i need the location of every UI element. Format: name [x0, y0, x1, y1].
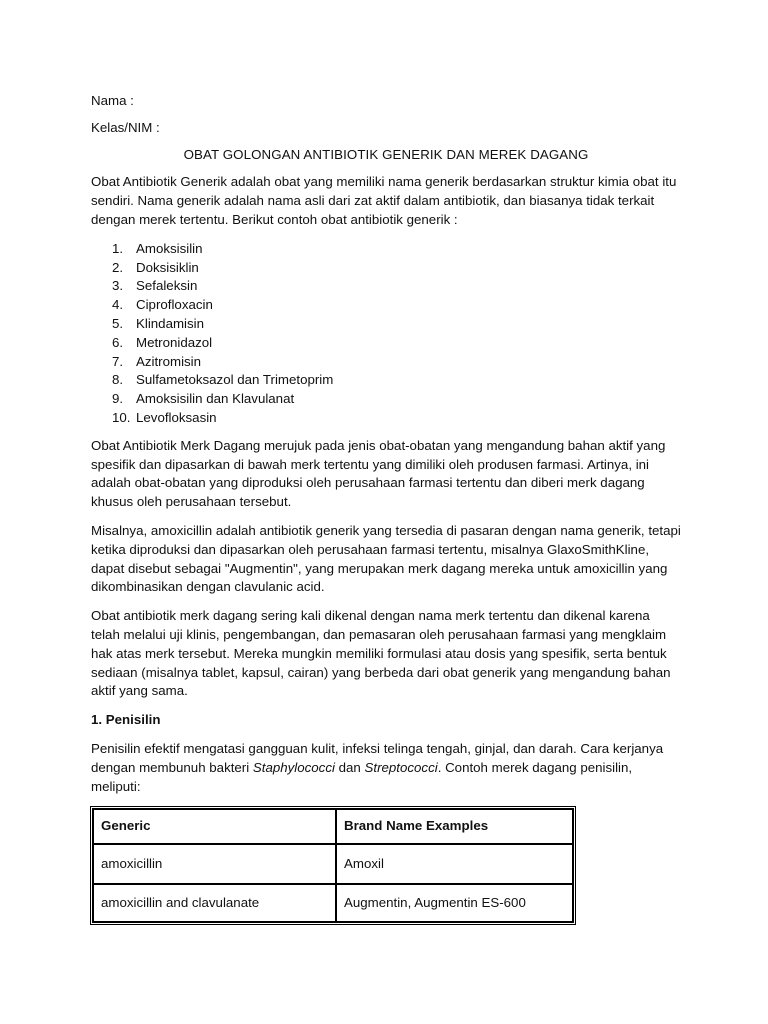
list-number: 4.	[112, 297, 124, 313]
list-number: 5.	[112, 315, 124, 331]
list-item	[91, 353, 681, 372]
table-row	[93, 884, 573, 922]
list-number: 9.	[112, 391, 124, 407]
generic-antibiotic-list	[91, 240, 681, 428]
list-item-text: Doksisiklin	[136, 259, 199, 275]
table-cell-brand: Amoxil	[336, 844, 573, 884]
staphylococci-italic: Staphylococci	[252, 759, 335, 775]
list-item-text: Azitromisin	[136, 353, 202, 369]
intro-paragraph: Obat Antibiotik Generik adalah obat yang memiliki nama generik berdasarkan struktur kimia obat itu sendiri. Nama generik adalah nama asli dari zat aktif dalam antibiotik, dan biasanya tidak terkait dengan merek tertentu. Berikut contoh obat antibiotik generik :	[91, 174, 677, 227]
section-heading-penisilin: 1. Penisilin	[91, 712, 161, 728]
merk-dagang-paragraph: Obat Antibiotik Merk Dagang merujuk pada jenis obat-obatan yang mengandung bahan aktif yang spesifik dan dipasarkan di bawah merk tertentu yang dimiliki oleh produsen farmasi. Artinya, ini adalah obat-obatan yang diproduksi oleh perusahaan farmasi tertentu dan diberi merk dagang khusus oleh perusahaan tersebut.	[91, 437, 666, 510]
table-row	[93, 844, 573, 884]
list-number: 2.	[112, 259, 124, 275]
nama-field-label: Nama :	[91, 93, 134, 108]
list-number: 7.	[112, 353, 124, 369]
table-cell-generic: amoxicillin and clavulanate	[93, 884, 336, 922]
list-number: 10.	[112, 409, 131, 425]
list-item	[91, 390, 681, 409]
list-number: 8.	[112, 372, 124, 388]
kelas-nim-field-label: Kelas/NIM :	[91, 119, 160, 135]
table-cell-generic: amoxicillin	[93, 844, 336, 884]
penisilin-paragraph	[91, 740, 681, 796]
table-header-generic: Generic	[93, 809, 336, 844]
list-number: 6.	[112, 334, 124, 350]
list-item	[91, 277, 681, 296]
list-item-text: Levofloksasin	[136, 409, 217, 425]
list-item	[91, 259, 681, 278]
list-item-text: Sulfametoksazol dan Trimetoprim	[136, 372, 334, 388]
list-number: 1.	[112, 240, 124, 256]
penisilin-text-part1: Penisilin efektif mengatasi gangguan kulit, infeksi telinga tengah, ginjal, dan darah. Cara kerjanya dengan membunuh bakteri	[91, 740, 664, 775]
penisilin-text-part3: . Contoh merek dagang penisilin, meliputi:	[91, 759, 633, 794]
list-item	[91, 296, 681, 315]
list-item	[91, 240, 681, 259]
list-item-text: Amoksisilin	[136, 240, 203, 256]
list-item-text: Ciprofloxacin	[136, 297, 213, 313]
table-cell-brand: Augmentin, Augmentin ES-600	[336, 884, 573, 922]
list-item-text: Sefaleksin	[136, 278, 198, 294]
list-item	[91, 409, 681, 428]
penisilin-brand-table	[90, 806, 576, 925]
table-header-brand: Brand Name Examples	[336, 809, 573, 844]
list-number: 3.	[112, 278, 124, 294]
misalnya-paragraph: Misalnya, amoxicillin adalah antibiotik generik yang tersedia di pasaran dengan nama generik, tetapi ketika diproduksi dan dipasarkan oleh perusahaan farmasi tertentu, misalnya GlaxoSmithKline, dapat disebut sebagai "Augmentin", yang merupakan merk dagang mereka untuk amoxicillin yang dikombinasikan dengan clavulanic acid.	[91, 522, 681, 595]
list-item-text: Klindamisin	[136, 315, 204, 331]
penisilin-text-part2: dan	[334, 759, 365, 775]
dikenal-paragraph: Obat antibiotik merk dagang sering kali dikenal dengan nama merk tertentu dan dikenal karena telah melalui uji klinis, pengembangan, dan pemasaran oleh perusahaan farmasi yang mengklaim hak atas merk tersebut. Mereka mungkin memiliki formulasi atau dosis yang spesifik, serta bentuk sediaan (misalnya tablet, kapsul, cairan) yang berbeda dari obat generik yang mengandung bahan aktif yang sama.	[91, 608, 671, 699]
streptococci-italic: Streptococci	[364, 759, 438, 775]
list-item	[91, 334, 681, 353]
list-item	[91, 315, 681, 334]
list-item	[91, 371, 681, 390]
list-item-text: Metronidazol	[136, 334, 213, 350]
table-header-row	[93, 809, 573, 844]
list-item-text: Amoksisilin dan Klavulanat	[136, 391, 295, 407]
document-page	[91, 92, 681, 925]
document-title: OBAT GOLONGAN ANTIBIOTIK GENERIK DAN MEREK DAGANG	[183, 146, 589, 162]
